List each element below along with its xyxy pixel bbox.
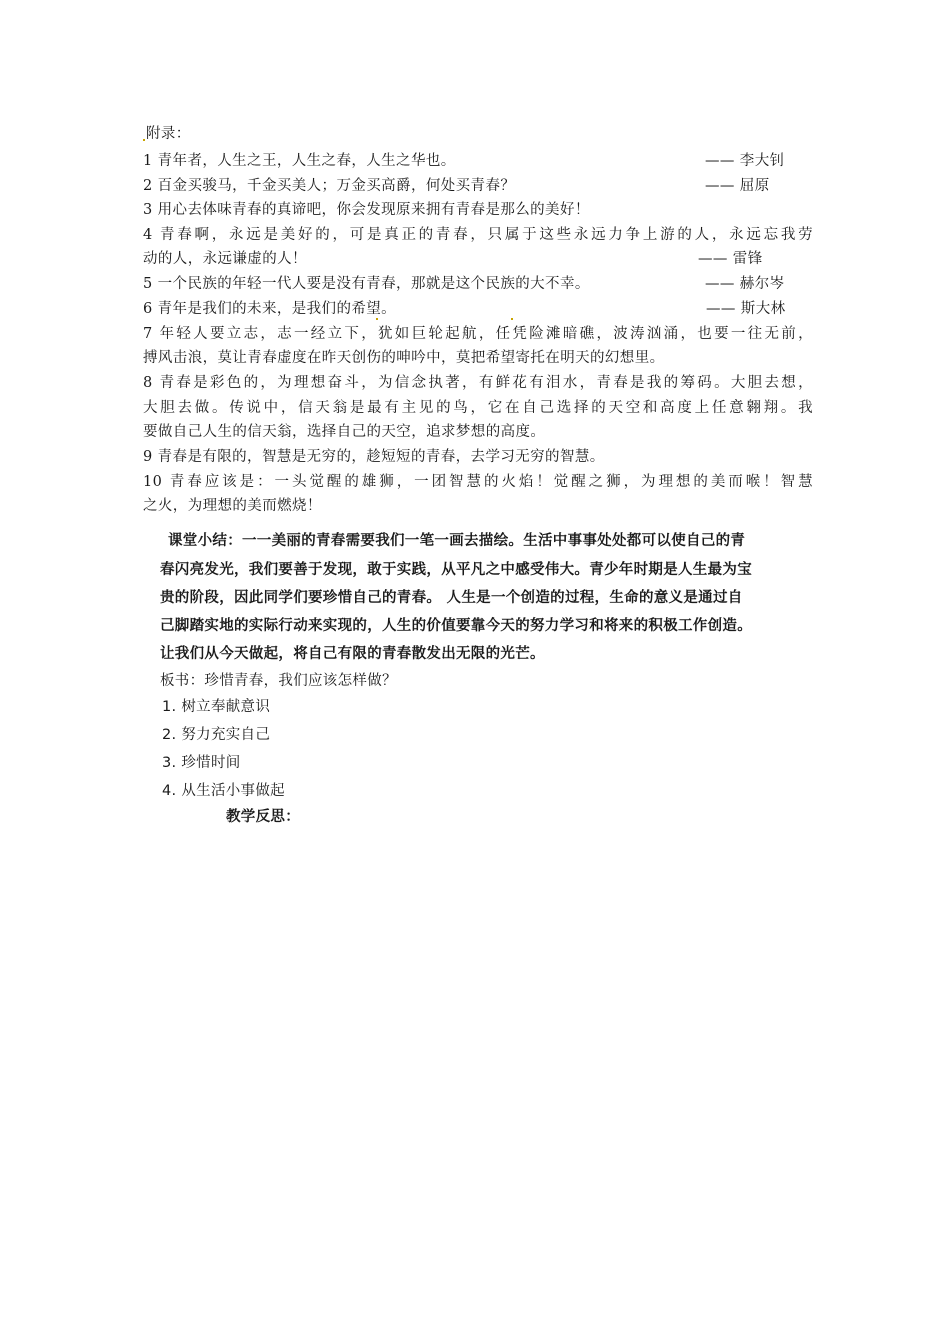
quote-5-author: —— 赫尔岑 [705,276,785,292]
quote-number: 10 [143,474,163,490]
quote-8-line-2: 大胆去做。传说中，信天翁是最有主见的鸟，它在自己选择的天空和高度上任意翱翔。我 [143,400,813,416]
quote-text: 青年是我们的未来，是我们的希望。 [157,301,397,317]
quote-text: 青春是有限的，智慧是无穷的，趁短短的青春，去学习无穷的智慧。 [157,449,605,465]
reflection-label: 教学反思： [226,809,300,825]
appendix-heading: 附录： [146,126,191,142]
board-item-2: 2. 努力充实自己 [162,727,271,743]
quote-6-author: —— 斯大林 [706,301,786,317]
quote-text: 年轻人要立志，志一经立下，犹如巨轮起航，任凭险滩暗礁，波涛汹涌，也要一往无前， [159,326,813,342]
scan-mark [143,139,145,141]
quote-number: 1 [143,153,153,169]
quote-text: 青春应该是：一头觉醒的雄狮，一团智慧的火焰！觉醒之狮，为理想的美而喉！智慧 [169,474,813,490]
summary-line-3: 贵的阶段，因此同学们要珍惜自己的青春。 人生是一个创造的过程，生命的意义是通过自 [160,590,743,606]
quote-text: 百金买骏马，千金买美人；万金买高爵，何处买青春？ [157,178,516,194]
summary-line-5: 让我们从今天做起，将自己有限的青春散发出无限的光芒。 [160,646,545,662]
quote-number: 8 [143,375,153,391]
quote-text: 用心去体味青春的真谛吧，你会发现原来拥有青春是那么的美好！ [157,202,590,218]
quote-8-line-3: 要做自己人生的信天翁，选择自己的天空，追求梦想的高度。 [143,424,546,440]
board-item-4: 4. 从生活小事做起 [162,783,285,799]
board-title: 板书：珍惜青春，我们应该怎样做？ [160,673,397,689]
quote-10-line-1 [143,470,813,495]
quote-4-author: —— 雷锋 [698,251,763,267]
quote-10-line-2: 之火，为理想的美而燃烧！ [143,498,322,514]
quote-number: 4 [143,227,153,243]
quote-number: 3 [143,202,153,218]
quote-1-author: —— 李大钊 [705,153,785,169]
quote-7-line-2: 搏风击浪，莫让青春虚度在昨天创伤的呻吟中，莫把希望寄托在明天的幻想里。 [143,350,665,366]
quote-9 [143,445,813,470]
quote-text: 青春啊，永远是美好的，可是真正的青春，只属于这些永远力争上游的人，永远忘我劳 [160,227,813,243]
quote-7-line-1 [143,322,813,347]
quote-4-line-2: 动的人，永远谦虚的人！ [143,251,307,267]
summary-line-2: 春闪亮发光，我们要善于发现，敢于实践，从平凡之中感受伟大。青少年时期是人生最为宝 [160,562,752,578]
quote-4-line-1 [143,223,813,248]
quote-2-author: —— 屈原 [705,178,770,194]
board-item-3: 3. 珍惜时间 [162,755,241,771]
quote-text: 青春是彩色的，为理想奋斗，为信念执著，有鲜花有泪水，青春是我的筹码。大胆去想， [159,375,813,391]
quote-number: 6 [143,301,153,317]
summary-line-1: 课堂小结：一一美丽的青春需要我们一笔一画去描绘。生活中事事处处都可以使自己的青 [168,533,746,549]
quote-number: 7 [143,326,153,342]
quote-number: 5 [143,276,153,292]
quote-number: 2 [143,178,153,194]
quote-text: 青年者，人生之王，人生之春，人生之华也。 [157,153,456,169]
board-item-1: 1. 树立奉献意识 [162,699,271,715]
quote-3 [143,198,813,223]
quote-8-line-1 [143,371,813,396]
quote-number: 9 [143,449,153,465]
quote-text: 一个民族的年轻一代人要是没有青春，那就是这个民族的大不幸。 [157,276,590,292]
summary-line-4: 己脚踏实地的实际行动来实现的，人生的价值要靠今天的努力学习和将来的积极工作创造。 [160,618,752,634]
